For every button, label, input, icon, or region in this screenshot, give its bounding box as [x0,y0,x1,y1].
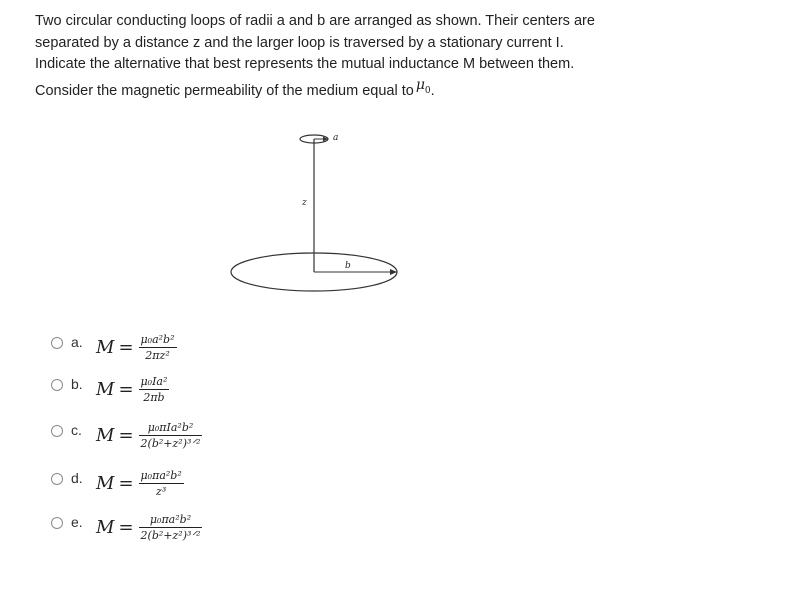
formula-lhs: M [96,379,115,400]
option-letter: a. [71,334,83,350]
radio-button[interactable] [51,517,63,529]
formula-equals: = [118,379,134,400]
formula-lhs: M [96,473,115,494]
fraction-numerator: μ₀a²b² [140,333,175,346]
question-text [35,11,603,108]
formula-fraction [139,421,203,450]
question-line-4-text: Consider the magnetic permeability of the medium equal to [35,82,414,99]
option-formula [96,469,184,498]
fraction-bar [139,435,203,436]
radio-button[interactable] [51,473,63,485]
option-letter: d. [71,470,83,486]
fraction-denominator: 2πz² [145,349,170,362]
formula-equals: = [118,473,134,494]
option-formula [96,513,202,542]
formula-equals: = [118,517,134,538]
question-line-4 [35,76,603,108]
label-z: z [302,198,307,208]
option-formula [96,333,177,362]
fraction-bar [139,527,203,528]
formula-equals: = [118,425,134,446]
fraction-denominator: 2(b²+z²)³ᐟ² [140,437,201,450]
formula-lhs: M [96,425,115,446]
fraction-numerator: μ₀πa²b² [149,513,192,526]
question-line-1: Two circular conducting loops of radii a and b are arranged as shown. Their centers are [35,13,595,29]
fraction-numerator: μ₀πIa²b² [147,421,194,434]
option-letter: e. [71,514,83,530]
mu-subscript: 0 [424,85,431,96]
formula-lhs: M [96,337,115,358]
fraction-denominator: z³ [156,485,167,498]
loops-diagram [225,125,405,305]
label-b: b [345,261,351,271]
formula-lhs: M [96,517,115,538]
fraction-denominator: 2πb [143,391,165,404]
radio-button[interactable] [51,337,63,349]
period: . [430,82,435,99]
question-line-3: Indicate the alternative that best represents the mutual inductance M between them. [35,56,575,72]
fraction-numerator: μ₀Ia² [140,375,168,388]
option-formula [96,421,202,450]
formula-equals: = [118,337,134,358]
mu-symbol: μ [415,76,425,93]
fraction-bar [139,483,184,484]
option-formula [96,375,169,404]
mu-zero-symbol [415,76,431,96]
radio-button[interactable] [51,425,63,437]
fraction-bar [139,347,177,348]
formula-fraction [139,469,184,498]
question-line-2: separated by a distance z and the larger loop is traversed by a stationary current I. [35,34,564,51]
option-letter: c. [71,422,82,438]
radio-button[interactable] [51,379,63,391]
formula-fraction [139,375,170,404]
formula-fraction [139,513,203,542]
formula-fraction [139,333,177,362]
option-letter: b. [71,376,83,392]
fraction-numerator: μ₀πa²b² [140,469,182,482]
label-a: a [333,133,339,143]
fraction-bar [139,389,170,390]
fraction-denominator: 2(b²+z²)³ᐟ² [140,529,201,542]
